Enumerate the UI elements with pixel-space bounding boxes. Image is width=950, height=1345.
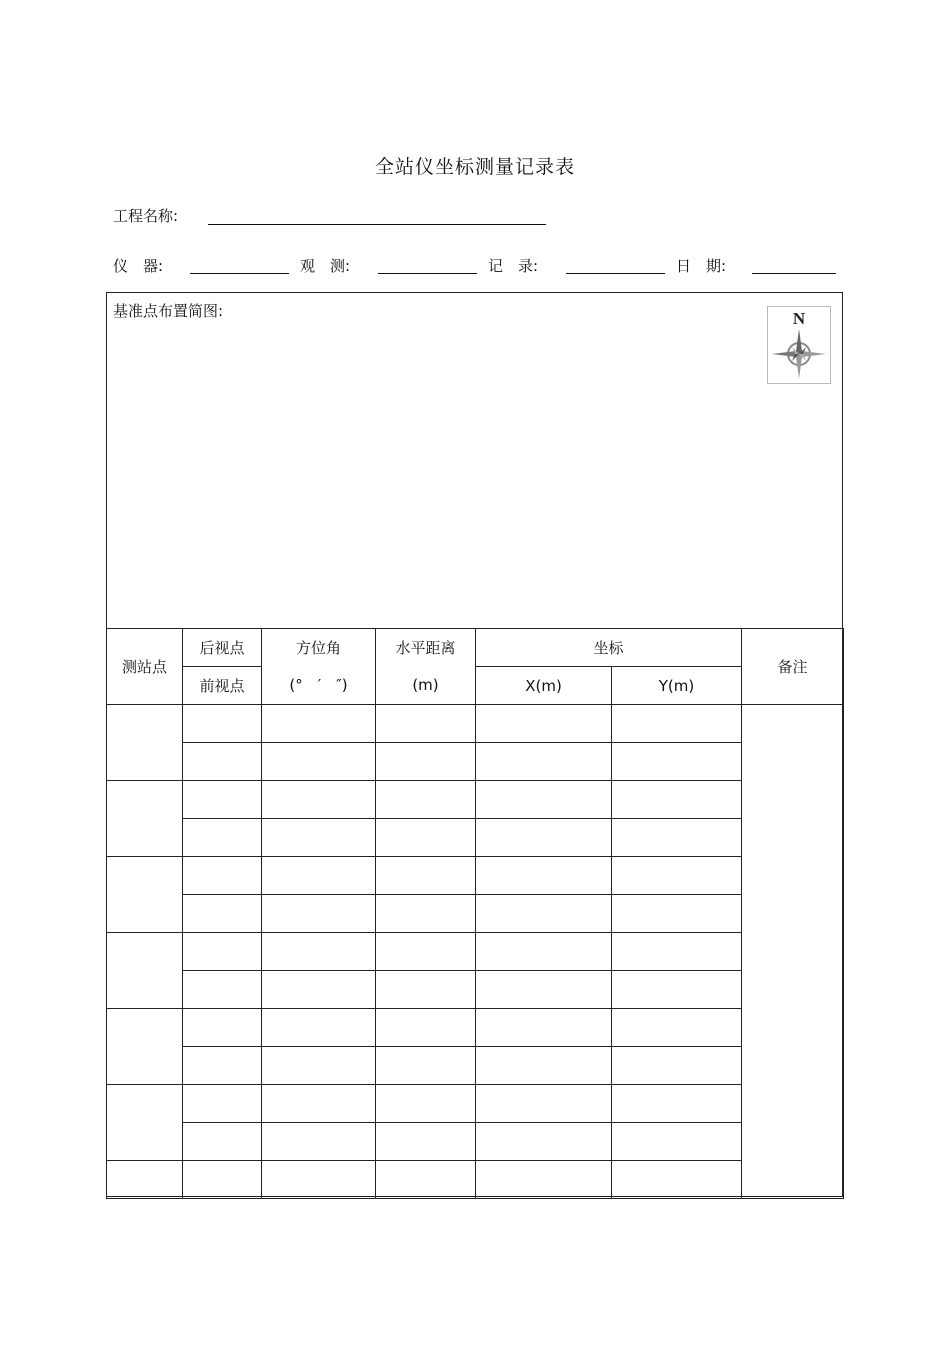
azimuth-cell[interactable]: [262, 933, 376, 971]
distance-unit: (m): [412, 675, 439, 694]
remark-cell[interactable]: [742, 705, 844, 1199]
distance-cell[interactable]: [376, 933, 476, 971]
x-cell[interactable]: [476, 1085, 612, 1123]
x-cell[interactable]: [476, 781, 612, 819]
distance-cell[interactable]: [376, 705, 476, 743]
y-cell[interactable]: [612, 1161, 742, 1199]
azimuth-cell[interactable]: [262, 705, 376, 743]
y-cell[interactable]: [612, 1085, 742, 1123]
form-title: 全站仪坐标测量记录表: [374, 156, 575, 178]
x-cell[interactable]: [476, 1047, 612, 1085]
azimuth-label: 方位角: [295, 638, 341, 657]
recorder-field[interactable]: [566, 273, 665, 274]
x-cell[interactable]: [476, 933, 612, 971]
x-cell[interactable]: [476, 1161, 612, 1199]
recorder-label: 记 录:: [488, 257, 539, 275]
project-name-label: 工程名称:: [113, 207, 179, 225]
foresight-cell[interactable]: [183, 743, 262, 781]
distance-cell[interactable]: [376, 857, 476, 895]
azimuth-header: [262, 629, 376, 705]
foresight-cell[interactable]: [183, 1047, 262, 1085]
y-cell[interactable]: [612, 1047, 742, 1085]
y-cell[interactable]: [612, 743, 742, 781]
y-cell[interactable]: [612, 895, 742, 933]
y-cell[interactable]: [612, 781, 742, 819]
x-header: X(m): [476, 667, 612, 705]
azimuth-cell[interactable]: [262, 1009, 376, 1047]
station-header: 测站点: [107, 629, 183, 705]
foresight-cell[interactable]: [183, 819, 262, 857]
y-cell[interactable]: [612, 857, 742, 895]
distance-cell[interactable]: [376, 1085, 476, 1123]
date-field[interactable]: [752, 273, 836, 274]
azimuth-cell[interactable]: [262, 743, 376, 781]
coordinate-header: 坐标: [476, 629, 742, 667]
azimuth-cell[interactable]: [262, 1047, 376, 1085]
y-cell[interactable]: [612, 971, 742, 1009]
sketch-label: 基准点布置简图:: [113, 302, 224, 320]
x-cell[interactable]: [476, 895, 612, 933]
station-cell[interactable]: [107, 857, 183, 933]
foresight-cell[interactable]: [183, 1123, 262, 1161]
station-cell[interactable]: [107, 1085, 183, 1161]
date-label: 日 期:: [676, 257, 727, 275]
distance-cell[interactable]: [376, 1161, 476, 1199]
station-cell[interactable]: [107, 1161, 183, 1199]
y-header: Y(m): [612, 667, 742, 705]
observer-label: 观 测:: [300, 257, 351, 275]
distance-label: 水平距离: [395, 638, 456, 657]
station-cell[interactable]: [107, 1009, 183, 1085]
foresight-cell[interactable]: [183, 971, 262, 1009]
distance-cell[interactable]: [376, 781, 476, 819]
x-cell[interactable]: [476, 1009, 612, 1047]
instrument-field[interactable]: [190, 273, 289, 274]
foresight-header: 前视点: [183, 667, 262, 705]
backsight-cell[interactable]: [183, 705, 262, 743]
x-cell[interactable]: [476, 1123, 612, 1161]
azimuth-cell[interactable]: [262, 895, 376, 933]
x-cell[interactable]: [476, 857, 612, 895]
project-name-field[interactable]: [208, 224, 546, 225]
x-cell[interactable]: [476, 705, 612, 743]
backsight-cell[interactable]: [183, 781, 262, 819]
x-cell[interactable]: [476, 743, 612, 781]
remark-header: 备注: [742, 629, 844, 705]
instrument-label: 仪 器:: [113, 257, 164, 275]
y-cell[interactable]: [612, 705, 742, 743]
azimuth-cell[interactable]: [262, 1085, 376, 1123]
backsight-cell[interactable]: [183, 933, 262, 971]
distance-cell[interactable]: [376, 1123, 476, 1161]
distance-cell[interactable]: [376, 819, 476, 857]
record-table: [106, 628, 844, 1199]
station-cell[interactable]: [107, 781, 183, 857]
station-cell[interactable]: [107, 705, 183, 781]
azimuth-cell[interactable]: [262, 819, 376, 857]
x-cell[interactable]: [476, 819, 612, 857]
distance-cell[interactable]: [376, 1009, 476, 1047]
azimuth-cell[interactable]: [262, 857, 376, 895]
backsight-cell[interactable]: [183, 857, 262, 895]
distance-cell[interactable]: [376, 743, 476, 781]
distance-cell[interactable]: [376, 1047, 476, 1085]
x-cell[interactable]: [476, 971, 612, 1009]
azimuth-cell[interactable]: [262, 1161, 376, 1199]
observer-field[interactable]: [378, 273, 477, 274]
station-cell[interactable]: [107, 933, 183, 1009]
foresight-cell[interactable]: [183, 895, 262, 933]
compass-icon: [767, 306, 831, 384]
y-cell[interactable]: [612, 1123, 742, 1161]
azimuth-cell[interactable]: [262, 1123, 376, 1161]
distance-cell[interactable]: [376, 971, 476, 1009]
y-cell[interactable]: [612, 819, 742, 857]
backsight-cell[interactable]: [183, 1009, 262, 1047]
azimuth-unit: (° ′ ″): [289, 675, 348, 694]
y-cell[interactable]: [612, 933, 742, 971]
azimuth-cell[interactable]: [262, 781, 376, 819]
backsight-header: 后视点: [183, 629, 262, 667]
distance-cell[interactable]: [376, 895, 476, 933]
azimuth-cell[interactable]: [262, 971, 376, 1009]
distance-header: [376, 629, 476, 705]
compass-north-letter: N: [792, 309, 806, 328]
backsight-cell[interactable]: [183, 1161, 262, 1199]
backsight-cell[interactable]: [183, 1085, 262, 1123]
y-cell[interactable]: [612, 1009, 742, 1047]
